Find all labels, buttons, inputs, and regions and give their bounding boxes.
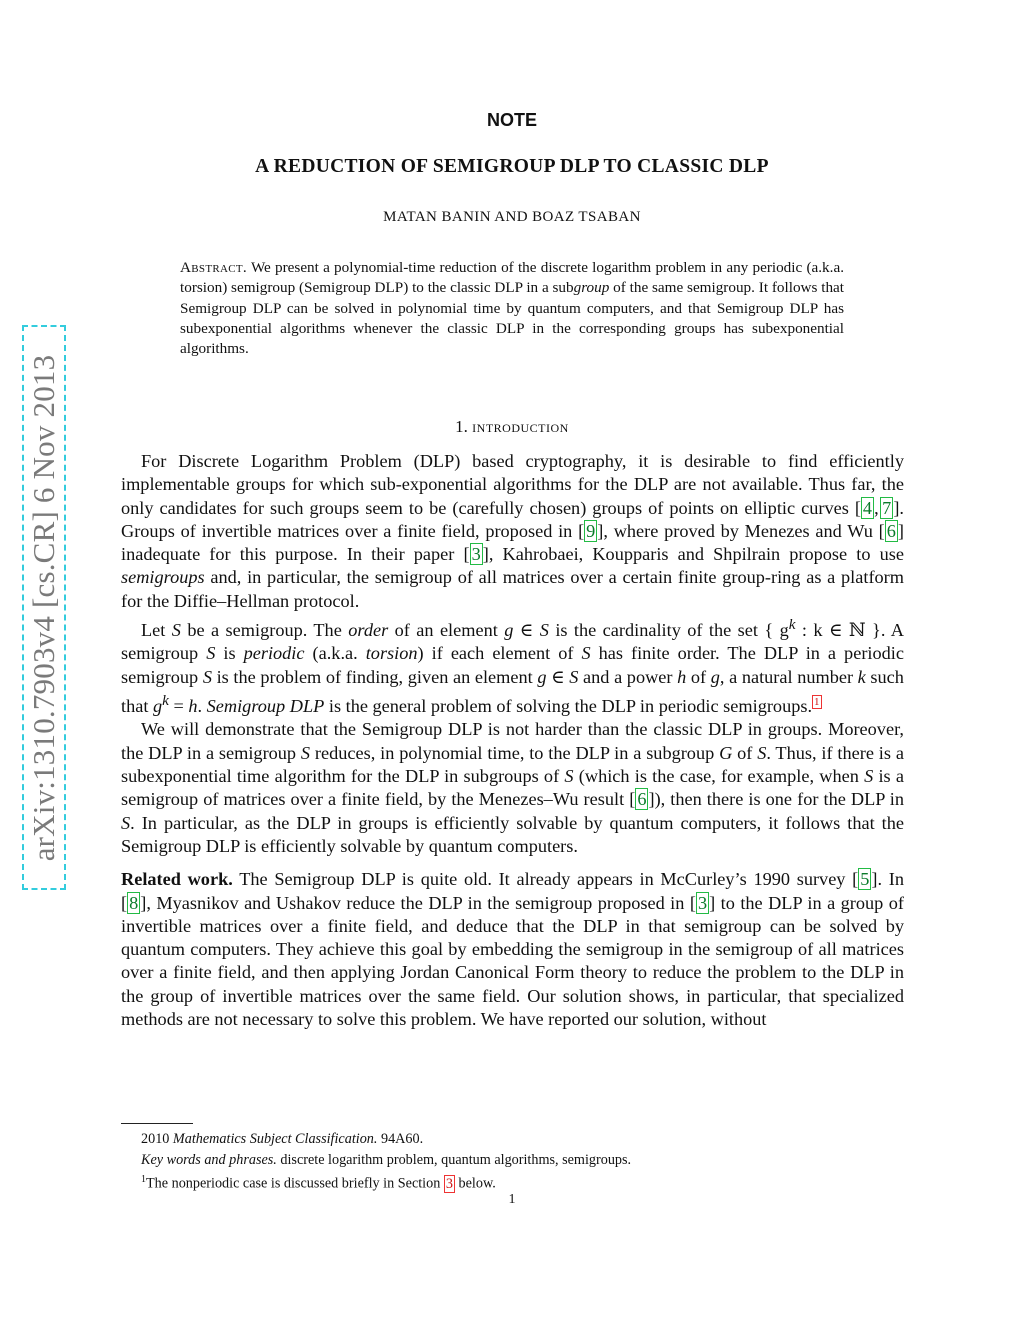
p3-f: is a semigroup of matrices over a finite field, by the Menezes–Wu result bbox=[121, 766, 905, 810]
p2-k: , a natural number bbox=[719, 666, 854, 687]
footnote-rule bbox=[121, 1123, 193, 1124]
citation-3[interactable]: 3 bbox=[471, 544, 481, 565]
p3-b: reduces, in polynomial time, to the DLP in a subgroup bbox=[314, 742, 715, 763]
related-d: to the DLP in a group of invertible matrices over a finite field, and deduce that the DLP in that semigroup can be solved by quantum computers. They achieve this goal by embedding the semigroup in the semigroup of all matrices over a finite field, and then applying Jordan Canonical Form theory to reduce the problem to the DLP in the group of invertible matrices over the same field. Our solution shows, in particular, that specialized methods are not necessary to solve this problem. We have reported our solution, without bbox=[121, 892, 904, 1030]
citation-5[interactable]: 5 bbox=[860, 869, 870, 890]
p2-j: of bbox=[690, 666, 707, 687]
p1-b: . Groups of invertible matrices over a finite field, proposed in bbox=[121, 497, 904, 541]
section-heading bbox=[0, 417, 1024, 437]
related-work-heading: Related work. bbox=[121, 869, 233, 890]
p3-e: (which is the case, for example, when bbox=[578, 766, 859, 787]
p2-set-end: : k ∈ ℕ }. A semigroup bbox=[121, 620, 904, 664]
p3-d: . Thus, if there is a subexponential time algorithm for the DLP in subgroups of bbox=[121, 742, 904, 787]
msc-footnote bbox=[121, 1129, 904, 1150]
p2-c: of an element bbox=[394, 620, 498, 641]
section-title: introduction bbox=[472, 417, 569, 436]
p2-d: is the cardinality of the set bbox=[555, 620, 758, 641]
main-body bbox=[121, 450, 904, 1031]
related-c: , Myasnikov and Ushakov reduce the DLP in the semigroup proposed in bbox=[146, 892, 685, 913]
citation-7[interactable]: 7 bbox=[882, 497, 892, 518]
p2-g: has finite order. The DLP in a periodic semigroup bbox=[121, 643, 904, 687]
note-label: NOTE bbox=[486, 110, 537, 130]
footnote-1-number: 1 bbox=[141, 1174, 146, 1185]
p2-i: and a power bbox=[583, 666, 673, 687]
p2-periodic: periodic bbox=[243, 643, 305, 664]
citation-9[interactable]: 9 bbox=[586, 520, 596, 541]
p2-f: ) if each element of bbox=[417, 643, 574, 664]
abstract-text-1: We present a polynomial-time reduction of the discrete logarithm problem in any periodic (a.k.a. torsion) semigroup (Semigroup DLP) to the classic DLP in a sub bbox=[180, 259, 844, 297]
p1-semigroups: semigroups bbox=[121, 567, 205, 588]
abstract-text-group: group bbox=[573, 279, 610, 297]
related-work-paragraph: Related work. The Semigroup DLP is quite old. It already appears in McCurley’s 1990 survey [ 5 ]. In [ 8 ], Myasnikov and Ushakov reduce the DLP in the semigroup proposed in [ 3 ] to the DLP in a group of invertible matrices over a finite field, and deduce that the DLP in that semigroup can be solved by quantum computers. They achieve this goal by embedding the semigroup in the semigroup of all matrices over a finite field, and then applying Jordan Canonical Form theory to reduce the problem to the DLP in the group of invertible matrices over the same field. Our solution shows, in particular, that specialized methods are not necessary to solve this problem. We have reported our solution, without bbox=[121, 869, 904, 1030]
citation-4[interactable]: 4 bbox=[862, 497, 873, 518]
p2-order: order bbox=[348, 620, 389, 641]
p2-b: be a semigroup. The bbox=[187, 620, 342, 641]
related-b: . In bbox=[877, 869, 904, 890]
arxiv-sidebar-stamp bbox=[22, 325, 66, 890]
intro-paragraph-2: Let S be a semigroup. The order of an element g ∈ S is the cardinality of the set { $g^k$ : k ∈ ℕ }. A semigroup S is periodic (a.k.a. torsion) if each element of S has finite order. The DLP in a periodic semigroup S is the problem of finding, given an element g ∈ S and a power h of g, a natural number k such that $g^k = h$. Semigroup DLP is the general problem of solving the DLP in periodic semigroups. $^1$ bbox=[121, 616, 904, 717]
paper-authors: MATAN BANIN AND BOAZ TSABAN bbox=[383, 209, 641, 225]
keywords-footnote bbox=[121, 1150, 904, 1171]
abstract bbox=[180, 258, 844, 359]
footnote-1-text: The nonperiodic case is discussed briefly in Section bbox=[146, 1175, 441, 1192]
p2-e: (a.k.a. bbox=[312, 643, 358, 664]
section-3-link[interactable]: 3 bbox=[445, 1175, 453, 1192]
related-a: The Semigroup DLP is quite old. It already appears in McCurley’s 1990 survey bbox=[239, 869, 846, 890]
footnote-1-tail: below. bbox=[458, 1175, 496, 1192]
p3-a: We will demonstrate that the Semigroup DLP is not harder than the classic DLP in groups. Moreover, the DLP in a semigroup bbox=[121, 719, 904, 763]
p2-l: such that bbox=[121, 666, 904, 717]
p1-c: , where proved by Menezes and Wu bbox=[603, 520, 873, 541]
keywords-label: Key words and phrases. bbox=[141, 1151, 277, 1168]
intro-paragraph-1: For Discrete Logarithm Problem (DLP) based cryptography, it is desirable to find efficiently implementable groups for which sub-exponential algorithms for the DLP are not available. Thus far, the only candidates for such groups seem to be (carefully chosen) groups of points on elliptic curves [ 4 , 7 ]. Groups of invertible matrices over a finite field, proposed in [ 9 ], where proved by Menezes and Wu [ 6 ] inadequate for this purpose. In their paper [ 3 ], Kahrobaei, Koupparis and Shpilrain propose to use semigroups and, in particular, the semigroup of all matrices over a certain finite group-ring as a platform for the Diffie–Hellman protocol. bbox=[121, 451, 904, 611]
footnotes bbox=[121, 1129, 904, 1194]
msc-code: 94A60. bbox=[380, 1131, 424, 1147]
p2-set: { g bbox=[764, 620, 789, 641]
abstract-label: Abstract. bbox=[180, 259, 247, 276]
citation-6b[interactable]: 6 bbox=[637, 789, 647, 810]
p2-torsion: torsion bbox=[365, 643, 418, 664]
p3-h: . In particular, as the DLP in groups is efficiently solvable by quantum computers, it follows that the Semigroup DLP is efficiently solvable by quantum computers. bbox=[121, 812, 904, 856]
p2-m: is the general problem of solving the DLP in periodic semigroups. bbox=[328, 696, 813, 717]
intro-paragraph-3: We will demonstrate that the Semigroup DLP is not harder than the classic DLP in groups. Moreover, the DLP in a semigroup S reduces, in polynomial time, to the DLP in a subgroup G of S. Thus, if there is a subexponential time algorithm for the DLP in subgroups of S (which is the case, for example, when S is a semigroup of matrices over a finite field, by the Menezes–Wu result [ 6 ]), then there is one for the DLP in S. In particular, as the DLP in groups is efficiently solvable by quantum computers, it follows that the Semigroup DLP is efficiently solvable by quantum computers. bbox=[121, 719, 905, 856]
p2-semigroup-dlp: Semigroup DLP bbox=[206, 696, 325, 717]
abstract-text-2: of the same semigroup. It follows that Semigroup DLP can be solved in polynomial time by quantum computers, and that Semigroup DLP has subexponential algorithms whenever the classic DLP in the corresponding groups has subexponential algorithms. bbox=[180, 279, 845, 358]
footnote-1-marker[interactable]: 1 bbox=[814, 696, 820, 709]
citation-6[interactable]: 6 bbox=[886, 520, 896, 541]
p1-f: and, in particular, the semigroup of all matrices over a certain finite group-ring as a platform for the Diffie–Hellman protocol. bbox=[121, 567, 904, 611]
p3-g: ), then there is one for the DLP in bbox=[654, 789, 905, 810]
page-number: 1 bbox=[508, 1192, 516, 1207]
msc-year: 2010 bbox=[141, 1131, 170, 1147]
section-number: 1. bbox=[455, 417, 468, 436]
keywords-text: discrete logarithm problem, quantum algorithms, semigroups. bbox=[280, 1151, 632, 1168]
p1-d: inadequate for this purpose. In their paper bbox=[121, 544, 455, 565]
arxiv-identifier[interactable]: arXiv:1310.7903v4 [cs.CR] 6 Nov 2013 bbox=[26, 354, 61, 861]
paper-title: A REDUCTION OF SEMIGROUP DLP TO CLASSIC DLP bbox=[255, 156, 769, 177]
msc-label: Mathematics Subject Classification. bbox=[172, 1131, 378, 1147]
p3-c: of bbox=[737, 742, 753, 763]
p2-h: is the problem of finding, given an element bbox=[216, 666, 533, 687]
citation-8[interactable]: 8 bbox=[129, 892, 139, 913]
citation-3b[interactable]: 3 bbox=[697, 892, 708, 913]
p1-a: For Discrete Logarithm Problem (DLP) based cryptography, it is desirable to find efficiently implementable groups for which sub-exponential algorithms for the DLP are not available. Thus far, the only candidates for such groups seem to be (carefully chosen) groups of points on elliptic curves bbox=[121, 451, 904, 518]
p1-e: , Kahrobaei, Koupparis and Shpilrain propose to use bbox=[488, 544, 904, 565]
footnote-1 bbox=[121, 1170, 904, 1194]
p2-a: Let bbox=[141, 620, 166, 641]
